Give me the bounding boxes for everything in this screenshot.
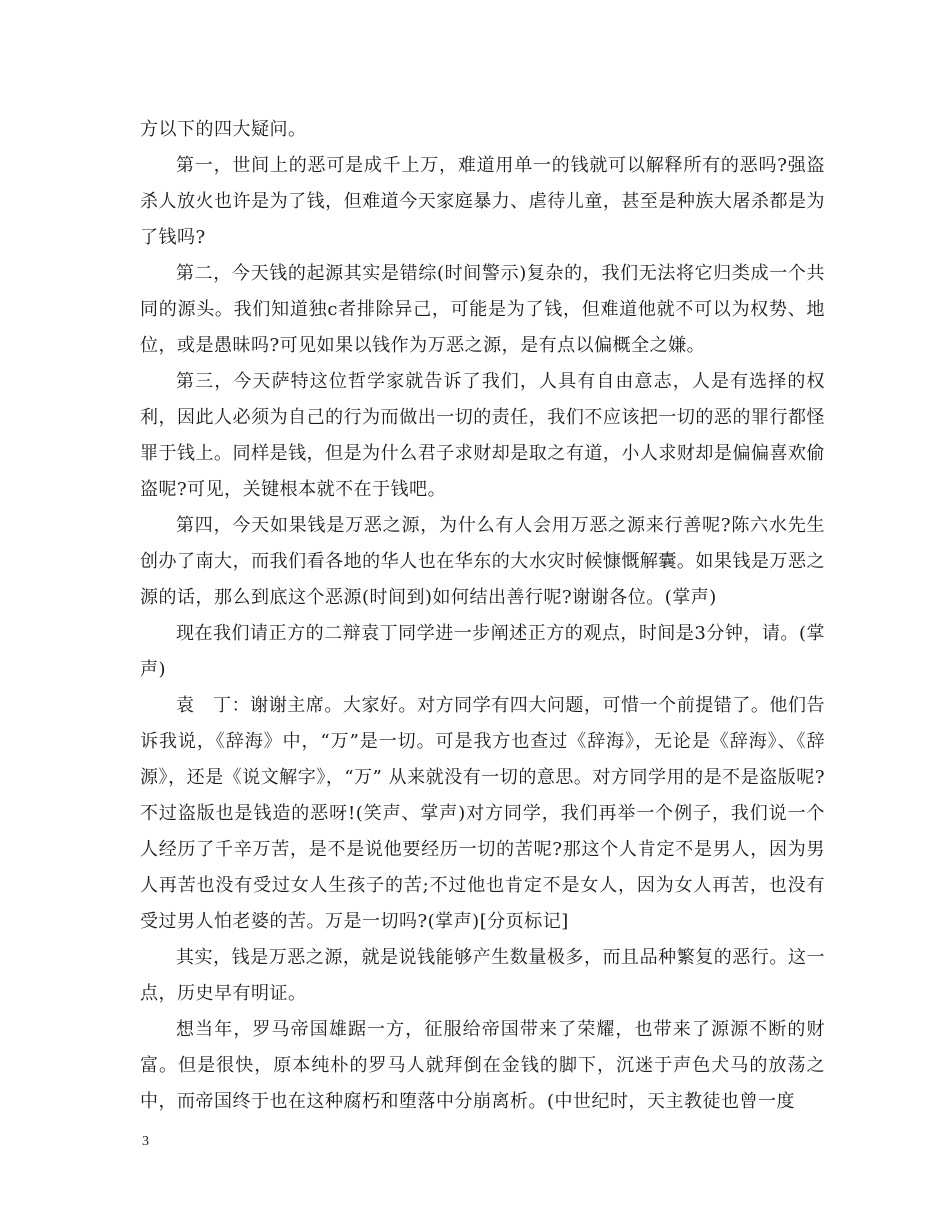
paragraph-5: 第四，今天如果钱是万恶之源，为什么有人会用万恶之源来行善呢?陈六水先生创办了南大，而我们看各地的华人也在华东的大水灾时候慷慨解囊。如果钱是万恶之源的话，那么到底这个恶源(时间到)如何结出善行呢?谢谢各位。(掌声) [140,515,825,608]
paragraph-4: 第三，今天萨特这位哲学家就告诉了我们，人具有自由意志，人是有选择的权利，因此人必须为自己的行为而做出一切的责任，我们不应该把一切的恶的罪行都怪罪于钱上。同样是钱，但是为什么君子求财却是取之有道，小人求财却是偏偏喜欢偷盗呢?可见，关键根本就不在于钱吧。 [140,371,825,500]
paragraph-6: 现在我们请正方的二辩袁丁同学进一步阐述正方的观点，时间是3分钟，请。(掌声) [140,623,825,680]
page-number: 3 [142,1134,149,1149]
paragraph-1: 方以下的四大疑问。 [140,119,307,140]
paragraph-3: 第二，今天钱的起源其实是错综(时间警示)复杂的，我们无法将它归类成一个共同的源头。我们知道独c者排除异己，可能是为了钱，但难道他就不可以为权势、地位，或是愚昧吗?可见如果以钱作为万恶之源，是有点以偏概全之嫌。 [140,263,825,356]
paragraph-7: 袁 丁：谢谢主席。大家好。对方同学有四大问题，可惜一个前提错了。他们告诉我说，《辞海》中，“万”是一切。可是我方也查过《辞海》，无论是《辞海》、《辞源》，还是《说文解字》，“万” 从来就没有一切的意思。对方同学用的是不是盗版呢?不过盗版也是钱造的恶呀!(笑声、掌声)对方同学，我们再举一个例子，我们说一个人经历了千辛万苦，是不是说他要经历一切的苦呢?那这个人肯定不是男人，因为男人再苦也没有受过女人生孩子的苦;不过他也肯定不是女人，因为女人再苦，也没有受过男人怕老婆的苦。万是一切吗?(掌声)[分页标记] [140,695,825,932]
paragraph-8: 其实，钱是万恶之源，就是说钱能够产生数量极多，而且品种繁复的恶行。这一点，历史早有明证。 [140,947,825,1004]
body-text [140,112,825,1120]
paragraph-2: 第一，世间上的恶可是成千上万，难道用单一的钱就可以解释所有的恶吗?强盗杀人放火也许是为了钱，但难道今天家庭暴力、虐待儿童，甚至是种族大屠杀都是为了钱吗? [140,155,825,248]
paragraph-9: 想当年，罗马帝国雄踞一方，征服给帝国带来了荣耀，也带来了源源不断的财富。但是很快，原本纯朴的罗马人就拜倒在金钱的脚下，沉迷于声色犬马的放荡之中，而帝国终于也在这种腐朽和堕落中分崩离析。(中世纪时，天主教徒也曾一度 [140,1019,825,1112]
